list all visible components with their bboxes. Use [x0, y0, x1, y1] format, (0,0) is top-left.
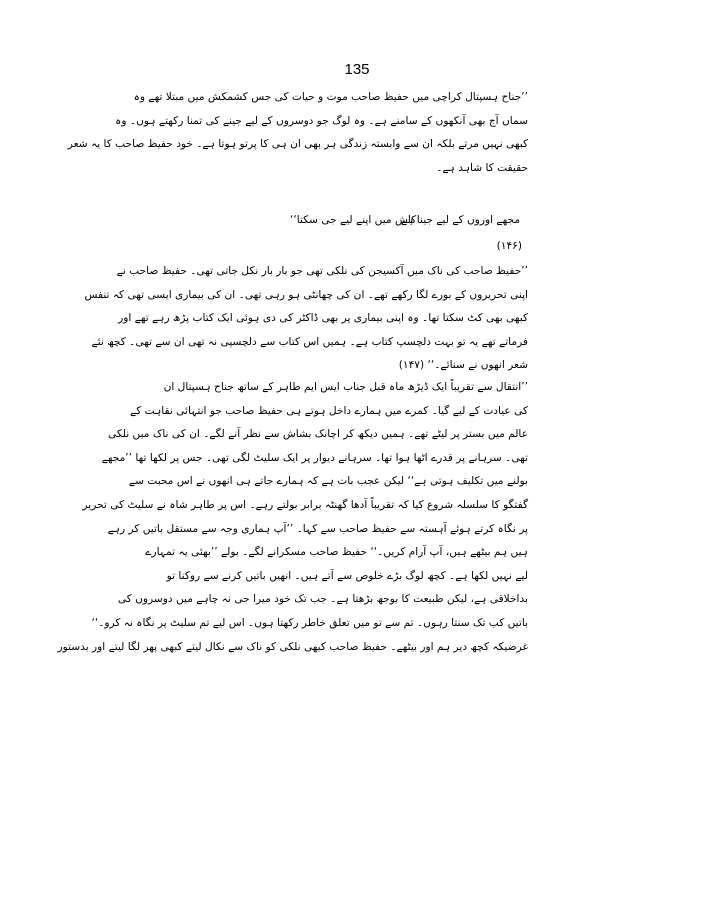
paragraph-1 — [67, 86, 528, 180]
text-line: حقیقت کا شاہد ہے۔ — [436, 161, 528, 174]
paragraph-2 — [84, 260, 528, 378]
text-line: غرضیکہ کچھ دیر ہم اور بیٹھے۔ حفیظ صاحب کبھی نلکی کو ناک سے نکال لیتے کبھی پھر لگا لیتے اور بدستور — [57, 640, 528, 653]
text-line: اپنی تحریروں کے بورے لگا رکھے تھے۔ ان کی چھانٹی ہو رہی تھی۔ ان کی بیماری ایسی تھی کہ تنفس — [84, 288, 528, 301]
reference-number: (۱۴۶) — [496, 240, 522, 252]
text-line: کبھی بھی کٹ سکتا تھا۔ وہ اپنی بیماری پر بھی ڈاکٹر کی دی ہوئی ایک کتاب پڑھ رہے تھے اور — [118, 312, 528, 325]
text-line: ہیں ہم بیٹھے ہیں، آپ آرام کریں۔‘‘ حفیظ صاحب مسکرانے لگے۔ بولے ’’بھئی یہ تمہارے — [145, 546, 528, 559]
paragraph-3 — [57, 376, 528, 659]
text-line: ’’انتقال سے تقریباً ایک ڈیڑھ ماہ قبل جناب ایس ایم طاہر کے ساتھ جناح ہسپتال ان — [163, 381, 528, 393]
text-line: پر نگاہ کرتے ہوئے آہستہ سے حفیظ صاحب سے کہا۔ ’’آپ ہماری وجہ سے مستقل باتیں کر رہے — [107, 522, 528, 535]
text-line: عالم میں بستر پر لیٹے تھے۔ ہمیں دیکھ کر اچانک بشاش سے نظر آنے لگے۔ ان کی ناک میں نلکی — [108, 428, 528, 441]
text-line: تھی۔ سرہانے پر قدرے اٹھا ہوا تھا۔ سرہانے دیوار پر ایک سلیٹ لگی تھی۔ جس پر لکھا تھا ’’مجھے — [101, 451, 528, 464]
text-line: ’’جناح ہسپتال کراچی میں حفیظ صاحب موت و حیات کی جس کشمکش میں مبتلا تھے وہ — [133, 91, 528, 103]
text-line: بداخلاقی ہے، لیکن طبیعت کا بوجھ بڑھتا ہے۔ جب تک خود میرا جی نہ چاہے میں دوسروں کی — [117, 593, 528, 606]
text-line: باتیں کب تک سنتا رہوں۔ تم سے تو میں تعلق خاطر رکھتا ہوں۔ اس لیے تم سلیٹ پر نگاہ نہ کرو۔‘‘ — [91, 616, 528, 629]
text-line: شعر انھوں نے سنائے۔‘‘ (۱۴۷) — [398, 359, 528, 372]
text-line: بولنے میں تکلیف ہوتی ہے‘‘ لیکن عجب بات ہے کہ ہمارے جاتے ہی انھوں نے اس محبت سے — [128, 475, 528, 488]
text-line: فرماتے تھے یہ تو بہت دلچسپ کتاب ہے۔ ہمیں اس کتاب سے دلچسپی نہ تھی ان سے تھی۔ کچھ نئے — [91, 335, 528, 348]
text-line: کی عیادت کے لیے گیا۔ کمرے میں ہمارے داخل ہوتے ہی حفیظ صاحب جو انتہائی نقاہت کے — [130, 404, 528, 417]
text-line: سماں آج بھی آنکھوں کے سامنے ہے۔ وہ لوگ جو دوسروں کے لیے جینے کی تمنا رکھتے ہوں۔ وہ — [115, 114, 528, 127]
text-line: ’’حفیظ صاحب کی ناک میں آکسیجن کی نلکی تھی جو بار بار نکل جاتی تھی۔ حفیظ صاحب نے — [116, 265, 528, 277]
page-number: 135 — [344, 61, 370, 78]
verse-couplet — [200, 208, 528, 232]
text-line: لیے نہیں لکھا ہے۔ کچھ لوگ بڑے خلوص سے آتے ہیں۔ انھیں باتیں کرنے سے روکنا تو — [166, 569, 528, 582]
text-line: گفتگو کا سلسلہ شروع کیا کہ تقریباً آدھا گھنٹہ برابر بولتے رہے۔ اس پر طاہر شاہ نے سلیٹ کی تحریر — [82, 498, 528, 511]
text-line: کبھی نہیں مرتے بلکہ ان سے وابستہ زندگی ہر بھی ان ہی کا پرتو ہوتا ہے۔ خود حفیظ صاحب کا یہ شعر — [67, 138, 528, 151]
verse-first-half: مجھے اوروں کے لیے جینا ہے — [401, 214, 520, 226]
verse-second-half: کاش میں اپنے لیے جی سکتا‘‘ — [290, 214, 417, 226]
